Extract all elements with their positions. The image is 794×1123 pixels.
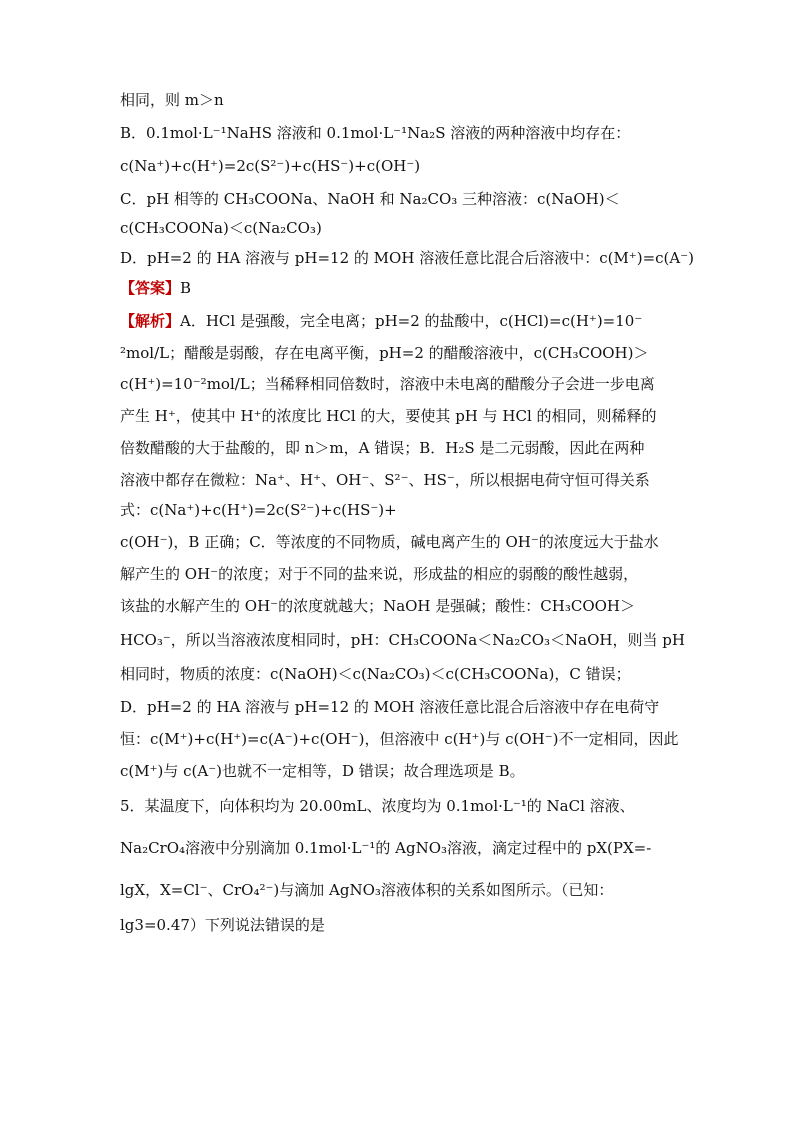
text-line: HCO₃⁻，所以当溶液浓度相同时，pH：CH₃COONa＜Na₂CO₃＜NaOH，则当 pH bbox=[120, 631, 685, 649]
text-line: ²mol/L；醋酸是弱酸，存在电离平衡，pH=2 的醋酸溶液中，c(CH₃COOH)＞ bbox=[120, 344, 649, 362]
text-line: c(Na⁺)+c(H⁺)=2c(S²⁻)+c(HS⁻)+c(OH⁻) bbox=[120, 157, 421, 175]
text-line: c(OH⁻)，B 正确；C．等浓度的不同物质，碱电离产生的 OH⁻的浓度远大于盐水 bbox=[120, 533, 659, 551]
text-line: lg3=0.47）下列说法错误的是 bbox=[120, 916, 325, 934]
text-line: c(H⁺)=10⁻²mol/L；当稀释相同倍数时，溶液中未电离的醋酸分子会进一步电离 bbox=[120, 375, 655, 393]
text-line: 恒：c(M⁺)+c(H⁺)=c(A⁻)+c(OH⁻)，但溶液中 c(H⁺)与 c(OH⁻)不一定相同，因此 bbox=[120, 730, 679, 748]
text-line: 该盐的水解产生的 OH⁻的浓度就越大；NaOH 是强碱；酸性：CH₃COOH＞ bbox=[120, 597, 636, 615]
answer-line bbox=[120, 278, 694, 298]
option-d: D．pH=2 的 HA 溶液与 pH=12 的 MOH 溶液任意比混合后溶液中：c(M⁺)=c(A⁻) bbox=[120, 249, 694, 267]
analysis-text: A．HCl 是强酸，完全电离；pH=2 的盐酸中，c(HCl)=c(H⁺)=10⁻ bbox=[180, 312, 643, 330]
text-line: 式：c(Na⁺)+c(H⁺)=2c(S²⁻)+c(HS⁻)+ bbox=[120, 501, 397, 519]
text-line: Na₂CrO₄溶液中分别滴加 0.1mol·L⁻¹的 AgNO₃溶液，滴定过程中的 pX(PX=- bbox=[120, 839, 652, 857]
option-c: C．pH 相等的 CH₃COONa、NaOH 和 Na₂CO₃ 三种溶液：c(NaOH)＜ bbox=[120, 190, 620, 208]
text-line: 溶液中都存在微粒：Na⁺、H⁺、OH⁻、S²⁻、HS⁻，所以根据电荷守恒可得关系 bbox=[120, 471, 650, 489]
text-line: 解产生的 OH⁻的浓度；对于不同的盐来说，形成盐的相应的弱酸的酸性越弱， bbox=[120, 565, 639, 583]
option-b: B．0.1mol·L⁻¹NaHS 溶液和 0.1mol·L⁻¹Na₂S 溶液的两种溶液中均存在： bbox=[120, 124, 631, 142]
answer-tag: 【答案】 bbox=[120, 279, 181, 297]
text-line: 产生 H⁺，使其中 H⁺的浓度比 HCl 的大，要使其 pH 与 HCl 的相同，则稀释的 bbox=[120, 407, 657, 425]
text-line: 相同时，物质的浓度：c(NaOH)＜c(Na₂CO₃)＜c(CH₃COONa)，C 错误； bbox=[120, 665, 631, 683]
text-line: 倍数醋酸的大于盐酸的，即 n＞m，A 错误；B．H₂S 是二元弱酸，因此在两种 bbox=[120, 439, 645, 457]
text-line: lgX，X=Cl⁻、CrO₄²⁻)与滴加 AgNO₃溶液体积的关系如图所示。（已知： bbox=[120, 881, 614, 899]
text-line: 相同，则 m＞n bbox=[120, 91, 224, 109]
text-line: c(M⁺)与 c(A⁻)也就不一定相等，D 错误；故合理选项是 B。 bbox=[120, 762, 525, 780]
question-5: 5．某温度下，向体积均为 20.00mL、浓度均为 0.1mol·L⁻¹的 NaCl 溶液、 bbox=[120, 797, 635, 815]
text-line: D．pH=2 的 HA 溶液与 pH=12 的 MOH 溶液任意比混合后溶液中存在电荷守 bbox=[120, 698, 660, 716]
analysis-tag: 【解析】 bbox=[120, 312, 181, 330]
analysis-line bbox=[120, 311, 694, 331]
answer-value: B bbox=[180, 279, 192, 297]
text-line: c(CH₃COONa)＜c(Na₂CO₃) bbox=[120, 219, 322, 237]
